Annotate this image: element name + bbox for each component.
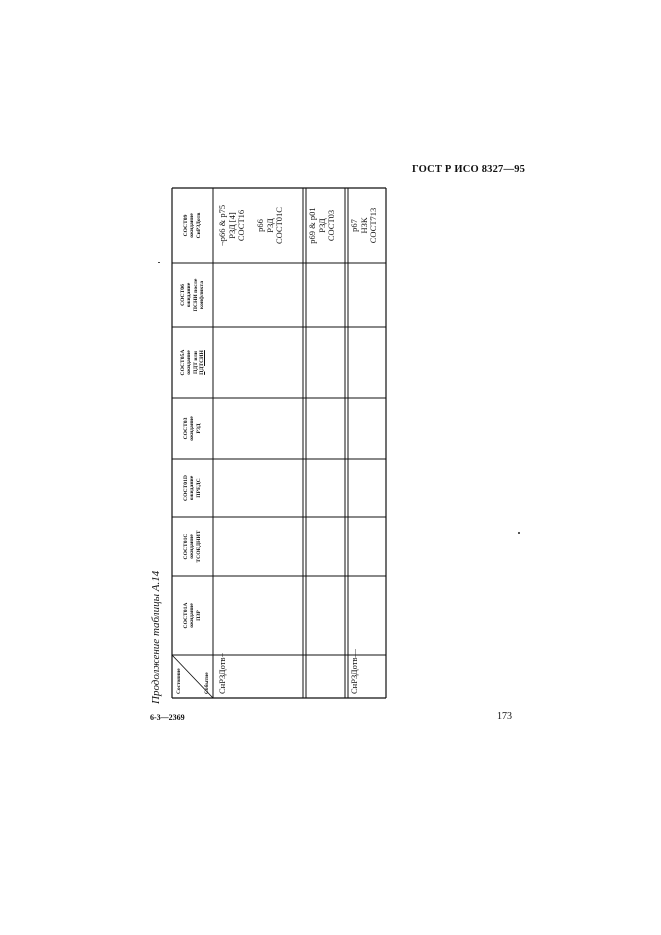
column-header (172, 327, 213, 398)
column-header-line: ожидание (186, 282, 193, 308)
column-header-line: ожидание (189, 416, 196, 441)
row-cell-line: СОСТ03 (326, 209, 337, 242)
row-cell (218, 188, 285, 263)
corner-state-label: Состояние (176, 668, 182, 694)
row-cell (308, 188, 337, 263)
row-cell-line: р67 (349, 219, 359, 232)
column-header-line: ожидание (189, 603, 196, 628)
column-header (172, 517, 213, 576)
column-header-text (183, 213, 201, 239)
column-header (172, 398, 213, 459)
row-cell-line: СОСТ01С (274, 207, 285, 244)
column-header-line: ожидание (189, 534, 196, 559)
column-header-line: СОСТ01С (183, 533, 190, 560)
scan-speck (158, 262, 160, 263)
row-cell-line: р66 (255, 219, 266, 232)
column-header-line: РЗД (195, 423, 202, 434)
table-caption: Продолжение таблицы А.14 (150, 570, 162, 704)
row-cell-line: ¬р66 & р75 (217, 204, 227, 247)
column-header-line: СОСТ03 (183, 417, 190, 440)
sheet-code: 6-3—2369 (150, 713, 185, 722)
column-header-line: СнРЗДотв (195, 212, 202, 239)
column-header (172, 459, 213, 517)
row-event: СнРЗДотв+ (217, 652, 227, 694)
row-cell-line: СОСТ16 (236, 209, 247, 242)
column-header (172, 263, 213, 327)
row-cell-line: РЗД [4] (226, 212, 237, 239)
document-header: ГОСТ Р ИСО 8327—95 (412, 164, 526, 175)
column-header-text (183, 530, 201, 562)
rotated-table-region (150, 188, 661, 704)
rotated-table (150, 188, 386, 704)
column-header-line: СОСТ06 (180, 284, 187, 306)
row-cell (350, 188, 379, 263)
column-header-line: ПДТСИН (198, 350, 205, 375)
row-cell-line: РЗД (264, 218, 275, 233)
column-header-line: конфликта (198, 280, 205, 310)
column-header-text (183, 416, 201, 441)
column-header-line: ПРЕДС (195, 478, 202, 498)
column-header-line: СОСТ09 (183, 214, 190, 237)
row-cell-line: РЗД (316, 218, 327, 233)
scan-speck (518, 532, 520, 534)
column-header-text (183, 603, 201, 629)
column-header-line: ПСНИ после (192, 278, 199, 312)
column-header-line: ожидание (189, 475, 196, 501)
column-header-line: ПДТ или (192, 351, 199, 374)
row-cell-line: НЗК (358, 217, 369, 234)
page-number: 173 (497, 711, 512, 722)
column-header (172, 576, 213, 655)
column-header-line: ожидание (186, 350, 193, 375)
column-header-text (183, 475, 201, 501)
column-header-line: СОСТ01D (183, 475, 190, 501)
column-header-line: ожидание (189, 213, 196, 238)
column-header-line: СОСТ05А (180, 349, 187, 376)
corner-event-label: Событие (204, 672, 210, 694)
row-cell-line: р69 & р01 (307, 207, 317, 244)
column-header-line: СОСТ01А (183, 602, 190, 629)
column-header-line: ТСОЕДНИТ (195, 530, 202, 563)
column-header-text (180, 350, 204, 376)
column-header-line: ПЗР (195, 610, 202, 621)
column-header (172, 188, 213, 263)
row-cell-line: СОСТ713 (368, 207, 379, 244)
column-header-text (180, 279, 204, 312)
row-event: СнРЗДотв— (349, 649, 359, 694)
